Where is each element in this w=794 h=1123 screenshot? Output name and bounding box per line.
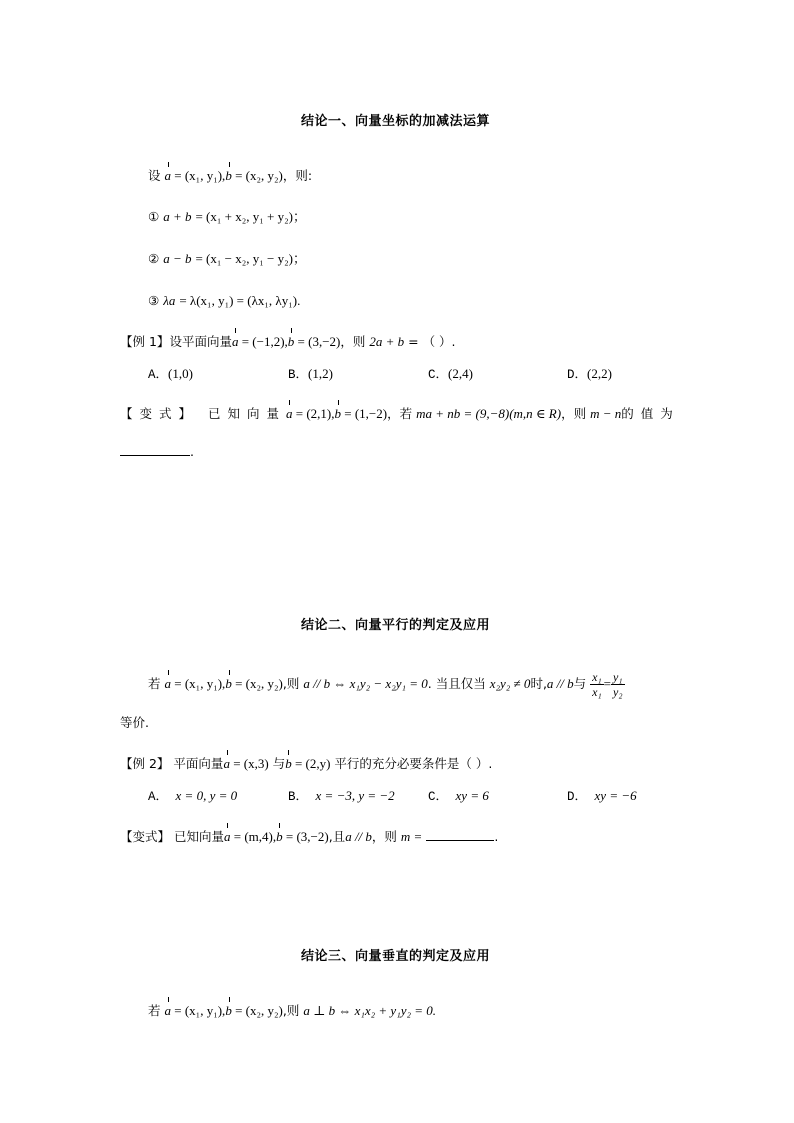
vector-b: b	[225, 168, 232, 183]
rule-lhs: a + b	[163, 209, 192, 224]
rule-rhs: = λ(x₁, y₁) = (λx₁, λy₁).	[179, 293, 301, 308]
example-expr: 2a + b	[369, 334, 405, 349]
option-b[interactable]	[288, 364, 333, 382]
variant-target: m − n	[590, 406, 622, 421]
vector-b: b	[225, 676, 232, 691]
example-text: 平行的充分必要条件是（ ）.	[334, 756, 493, 771]
a-value: = (x,3)	[233, 756, 269, 771]
vector-a: a	[164, 168, 171, 183]
option-letter: A．	[148, 790, 169, 804]
statement-text: . 当且仅当	[427, 676, 486, 691]
option-d[interactable]	[567, 786, 637, 804]
rule-rhs: = (x₁ − x₂, y₁ − y₂)；	[195, 251, 307, 266]
b-definition: = (x₂, y₂)	[235, 168, 283, 183]
vector-b: b	[334, 406, 342, 421]
variant-target: m =	[400, 829, 423, 844]
option-value: (2,4)	[448, 366, 473, 381]
fraction-x	[590, 670, 604, 699]
section-2-equiv: 等价.	[120, 715, 149, 730]
option-a[interactable]	[148, 364, 193, 382]
answer-blank[interactable]	[120, 443, 190, 456]
vector-a: a	[164, 1003, 171, 1018]
option-value: (1,2)	[308, 366, 333, 381]
b-value: = (2,y)	[294, 756, 331, 771]
equals: =	[603, 676, 611, 691]
option-value: (2,2)	[587, 366, 612, 381]
example-label: 【例 2】	[120, 756, 170, 771]
example-text: 设平面向量	[169, 334, 232, 349]
section-2-title: 结论二、向量平行的判定及应用	[301, 618, 491, 633]
answer-blank[interactable]	[426, 828, 494, 841]
variant-text: ,且	[328, 829, 346, 844]
intro-prefix: 设	[148, 168, 161, 183]
section-2-statement	[148, 670, 625, 699]
rule-1	[148, 208, 306, 226]
rule-marker: ②	[148, 251, 160, 266]
option-letter: D．	[567, 368, 588, 382]
b-definition: = (x₂, y₂)	[235, 676, 283, 691]
variant-text: ，若	[387, 406, 413, 421]
period: .	[190, 444, 194, 459]
variant-text: 已知向量	[174, 829, 225, 844]
rule-2	[148, 250, 306, 268]
rule-3	[148, 292, 300, 310]
example-text: 平面向量	[173, 756, 224, 771]
statement-text: 时,	[530, 676, 547, 691]
option-c[interactable]	[428, 364, 473, 382]
example-text: ，则	[340, 334, 366, 349]
frac-den: y₂	[613, 685, 623, 699]
statement-prefix: 若	[148, 1003, 161, 1018]
parallel-condition: a // b ⇔ x₁y₂ − x₂y₁ = 0	[303, 676, 428, 691]
variant-text: 的值为	[621, 406, 680, 421]
rule-marker: ③	[148, 293, 160, 308]
b-definition: = (x₂, y₂)	[235, 1003, 283, 1018]
vector-b: b	[285, 756, 292, 771]
statement-text: 与	[573, 676, 587, 691]
example-answer-paren: = （ ）.	[408, 334, 456, 349]
rule-lhs: λa	[163, 293, 176, 308]
vector-b: b	[276, 829, 283, 844]
option-letter: C．	[428, 368, 449, 382]
option-letter: B．	[288, 790, 309, 804]
option-letter: C．	[428, 790, 449, 804]
a-value: = (−1,2),	[241, 334, 288, 349]
option-letter: D．	[567, 790, 588, 804]
variant-label: 【变式】	[120, 406, 199, 421]
example-text: 与	[272, 756, 286, 771]
perpendicular-condition: a ⊥ b ⇔ x₁x₂ + y₁y₂ = 0.	[303, 1003, 437, 1018]
a-value: = (m,4),	[233, 829, 277, 844]
section-1-title: 结论一、向量坐标的加减法运算	[301, 114, 491, 129]
variant-text: 已知向量	[208, 406, 287, 421]
fraction-y	[611, 670, 625, 699]
statement-text: ,则	[282, 1003, 300, 1018]
variant-expr: ma + nb = (9,−8)(m,n ∈ R)	[416, 406, 562, 421]
variant-text: ，则	[561, 406, 587, 421]
parallel-expr: a // b	[546, 676, 574, 691]
section-1-intro	[148, 167, 312, 185]
rule-lhs: a − b	[163, 251, 192, 266]
period: .	[494, 829, 499, 844]
b-value: = (3,−2)	[297, 334, 341, 349]
a-definition: = (x₁, y₁),	[174, 168, 226, 183]
option-value: xy = 6	[455, 788, 489, 803]
variant-2-question	[120, 828, 498, 846]
parallel-expr: a // b	[345, 829, 372, 844]
variant-1-question	[120, 405, 680, 423]
vector-a: a	[223, 756, 230, 771]
vector-b: b	[225, 1003, 232, 1018]
option-value: x = 0, y = 0	[175, 788, 238, 803]
section-3-title: 结论三、向量垂直的判定及应用	[301, 949, 491, 964]
a-definition: = (x₁, y₁),	[174, 1003, 226, 1018]
option-c[interactable]	[428, 786, 489, 804]
variant-label: 【变式】	[120, 829, 171, 844]
option-value: xy = −6	[594, 788, 637, 803]
rule-marker: ①	[148, 209, 160, 224]
vector-a: a	[224, 829, 231, 844]
statement-prefix: 若	[148, 676, 161, 691]
example-1-question	[120, 333, 456, 351]
variant-1-answer	[120, 443, 194, 461]
option-value: x = −3, y = −2	[315, 788, 395, 803]
vector-a: a	[164, 676, 171, 691]
frac-den: x₁	[592, 685, 602, 699]
option-d[interactable]	[567, 364, 612, 382]
option-a[interactable]	[148, 786, 237, 804]
option-letter: B．	[288, 368, 309, 382]
vector-b: b	[287, 334, 295, 349]
a-value: = (2,1),	[295, 406, 335, 421]
statement-text: ,则	[282, 676, 300, 691]
frac-num: y₁	[613, 670, 623, 684]
b-value: = (3,−2)	[285, 829, 329, 844]
b-value: = (1,−2)	[344, 406, 388, 421]
variant-text: ，则	[371, 829, 397, 844]
option-letter: A．	[148, 368, 169, 382]
option-value: (1,0)	[168, 366, 193, 381]
example-2-question	[120, 755, 492, 773]
vector-a: a	[231, 334, 239, 349]
section-3-statement	[148, 1002, 436, 1020]
frac-num: x₁	[592, 670, 602, 684]
rule-rhs: = (x₁ + x₂, y₁ + y₂)；	[195, 209, 307, 224]
intro-suffix: ，则:	[282, 168, 313, 183]
vector-a: a	[286, 406, 293, 421]
example-label: 【例 1】	[120, 334, 170, 349]
option-b[interactable]	[288, 786, 395, 804]
condition-expr: x₂y₂ ≠ 0	[489, 676, 531, 691]
a-definition: = (x₁, y₁),	[174, 676, 226, 691]
